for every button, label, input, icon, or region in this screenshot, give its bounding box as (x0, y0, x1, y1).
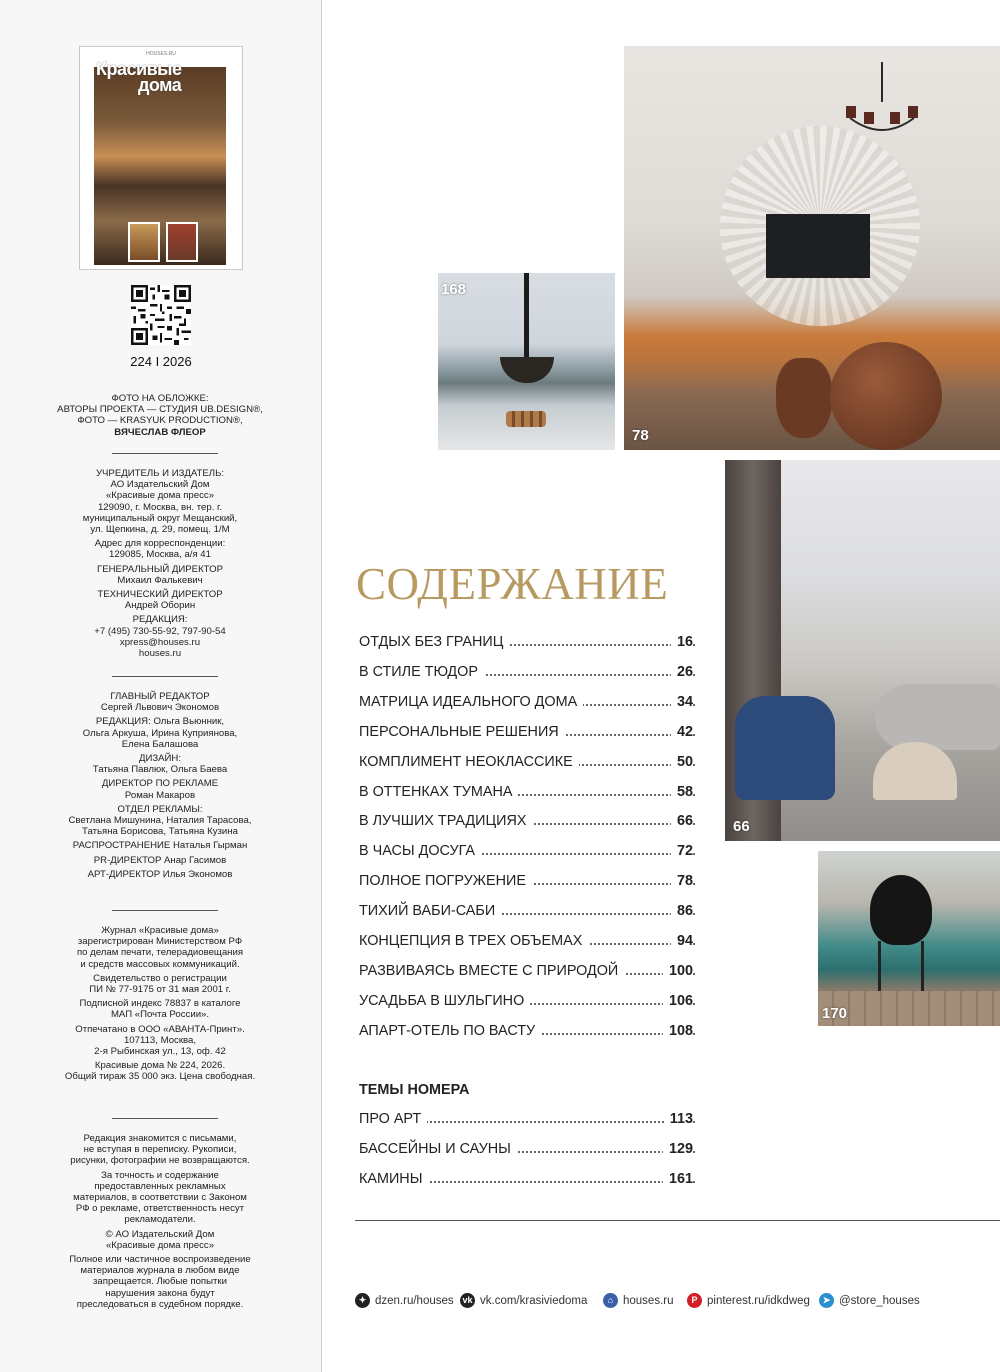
toc-page: 106 (663, 993, 693, 1009)
toc-title: КОМПЛИМЕНТ НЕОКЛАССИКЕ (359, 754, 579, 770)
social-link-label: houses.ru (623, 1294, 674, 1307)
pinterest-icon: P (687, 1293, 702, 1308)
legal-line: нарушения закона будут (105, 1287, 215, 1299)
toc-page: 78 (671, 873, 693, 889)
staff-line: Татьяна Павлюк, Ольга Баева (92, 764, 228, 776)
toc-page: 58 (671, 784, 693, 800)
firewood-image (506, 411, 546, 427)
toc-entry[interactable] (359, 724, 695, 744)
armchair-image (735, 696, 835, 800)
toc-entry[interactable] (359, 1171, 695, 1191)
publisher-info (50, 468, 270, 659)
toc-page: 113 (664, 1111, 693, 1127)
page-number-label: 168 (441, 281, 467, 298)
toc-page: 108 (663, 1023, 693, 1039)
cover-photo (94, 67, 226, 265)
toc-page: 26 (671, 664, 693, 680)
social-links (355, 1293, 1000, 1313)
telegram-icon: ➤ (819, 1293, 834, 1308)
toc-entry[interactable] (359, 903, 695, 923)
toc-page: 16 (671, 634, 693, 650)
photo-grill-170 (818, 851, 1000, 1026)
issue-number: 224 I 2026 (130, 354, 192, 369)
publisher-line: 129090, г. Москва, вн. тер. г. (97, 501, 223, 513)
photo-fireplace-168 (438, 273, 615, 450)
publisher-line: муниципальный округ Мещанский, (82, 512, 238, 524)
magazine-cover (79, 46, 243, 270)
registration-line: зарегистрирован Министерством РФ (77, 936, 243, 948)
legal-line: Редакция знакомится с письмами, (83, 1133, 237, 1144)
toc-page: 72 (671, 843, 693, 859)
page-number-label: 78 (632, 427, 649, 444)
toc-title: ТИХИЙ ВАБИ-САБИ (359, 903, 501, 919)
cover-title-line2: дома (138, 75, 182, 95)
registration-line: МАП «Почта России». (110, 1009, 210, 1021)
vk-icon: vk (460, 1293, 475, 1308)
toc-page: 94 (671, 933, 693, 949)
toc-entry[interactable] (359, 1111, 695, 1131)
social-link[interactable] (819, 1293, 920, 1308)
cover-mini-image (128, 222, 160, 262)
fireplace-pipe (524, 273, 529, 361)
toc-entry[interactable] (359, 694, 695, 714)
publisher-line: ГЕНЕРАЛЬНЫЙ ДИРЕКТОР (97, 563, 223, 575)
toc-title: В ОТТЕНКАХ ТУМАНА (359, 784, 518, 800)
legal-line: Полное или частичное воспроизведение (69, 1254, 251, 1266)
toc-entry[interactable] (359, 634, 695, 654)
cover-mini-image (166, 222, 198, 262)
legal-line: материалов, в соответствии с Законом (73, 1192, 247, 1204)
page-title: СОДЕРЖАНИЕ (356, 559, 669, 609)
publisher-line: 129085, Москва, а/я 41 (109, 549, 211, 561)
toc-page: 129 (663, 1141, 693, 1157)
registration-line: и средств массовых коммуникаций. (80, 958, 240, 970)
toc-title: В ЧАСЫ ДОСУГА (359, 843, 481, 859)
legal-line: преследоваться в судебном порядке. (76, 1298, 244, 1310)
publisher-line: Михаил Фалькевич (117, 574, 203, 586)
toc-title: В СТИЛЕ ТЮДОР (359, 664, 484, 680)
toc-entry[interactable] (359, 933, 695, 953)
toc-title: БАССЕЙНЫ И САУНЫ (359, 1141, 517, 1157)
staff-line: РАСПРОСТРАНЕНИЕ Наталья Гырман (72, 840, 248, 852)
toc-title: КОНЦЕПЦИЯ В ТРЕХ ОБЪЕМАХ (359, 933, 588, 949)
toc-entry[interactable] (359, 843, 695, 863)
staff-line: ДИРЕКТОР ПО РЕКЛАМЕ (101, 778, 219, 790)
divider (112, 676, 218, 677)
staff-line: Сергей Львович Экономов (100, 702, 220, 714)
publisher-line: «Красивые дома пресс» (105, 490, 215, 502)
toc-title: ОТДЫХ БЕЗ ГРАНИЦ (359, 634, 509, 650)
publisher-line: АО Издательский Дом (110, 479, 210, 491)
legal-line: © АО Издательский Дом (105, 1228, 215, 1240)
toc-page: 86 (671, 903, 693, 919)
registration-line: Общий тираж 35 000 экз. Цена свободная. (64, 1071, 256, 1083)
staff-line: Ольга Аркуша, Ирина Куприянова, (82, 727, 238, 739)
sofa-image (875, 684, 1000, 750)
masthead-sidebar (0, 0, 322, 1372)
toc-title: ПОЛНОЕ ПОГРУЖЕНИЕ (359, 873, 532, 889)
social-link[interactable] (355, 1293, 454, 1308)
publisher-line: УЧРЕДИТЕЛЬ И ИЗДАТЕЛЬ: (95, 468, 225, 479)
vase-image (830, 342, 942, 450)
staff-line: ОТДЕЛ РЕКЛАМЫ: (117, 803, 203, 815)
legal-line: предоставленных рекламных (94, 1180, 226, 1192)
photo-interior-66 (725, 460, 1000, 841)
toc-entry[interactable] (359, 1141, 695, 1161)
toc-entry[interactable] (359, 664, 695, 684)
staff-line: Елена Балашова (121, 738, 199, 750)
toc-title: МАТРИЦА ИДЕАЛЬНОГО ДОМА (359, 694, 583, 710)
cover-top-text: HOUSES.RU (146, 51, 176, 57)
social-link-label: @store_houses (839, 1294, 920, 1307)
toc-page: 100 (663, 963, 693, 979)
photo-living-room-78 (624, 46, 1000, 450)
page-number-label: 66 (733, 818, 750, 835)
legal-line: не вступая в переписку. Рукописи, (83, 1144, 237, 1156)
toc-page: 50 (671, 754, 693, 770)
legal-line: запрещается. Любые попытки (93, 1276, 227, 1288)
legal-line: рисунки, фотографии не возвращаются. (70, 1155, 250, 1167)
toc-page: 42 (671, 724, 693, 740)
social-link-label: pinterest.ru/idkdweg (707, 1294, 810, 1307)
legal-line: рекламодатели. (124, 1214, 196, 1226)
legal-line: РФ о рекламе, ответственность несут (75, 1203, 245, 1215)
staff-line: Светлана Мишунина, Наталия Тарасова, (68, 815, 252, 827)
registration-line: Отпечатано в ООО «АВАНТА-Принт». (75, 1023, 245, 1035)
registration-line: 2-я Рыбинская ул., 13, оф. 42 (94, 1046, 226, 1058)
publisher-line: ул. Щепкина, д. 29, помещ. 1/М (90, 524, 230, 536)
table-image (873, 742, 957, 800)
staff-line: ГЛАВНЫЙ РЕДАКТОР (110, 691, 210, 702)
divider (112, 453, 218, 454)
toc-page: 161 (663, 1171, 693, 1187)
publisher-line: ТЕХНИЧЕСКИЙ ДИРЕКТОР (97, 589, 223, 601)
staff-line: Татьяна Борисова, Татьяна Кузина (82, 826, 238, 838)
social-link[interactable] (603, 1293, 674, 1308)
credits-line: ВЯЧЕСЛАВ ФЛЕОР (114, 426, 206, 438)
page-number-label: 170 (822, 1005, 848, 1022)
social-link-label: dzen.ru/houses (375, 1294, 454, 1307)
toc-title: УСАДЬБА В ШУЛЬГИНО (359, 993, 530, 1009)
registration-line: Красивые дома № 224, 2026. (94, 1060, 226, 1072)
staff-line: ДИЗАЙН: (138, 753, 182, 765)
credits-line: АВТОРЫ ПРОЕКТА — СТУДИЯ UB.DESIGN®, (57, 404, 263, 416)
tv-image (766, 214, 870, 278)
fireplace-bowl (500, 357, 554, 383)
registration-line: Подписной индекс 78837 в каталоге (79, 998, 241, 1010)
chandelier-icon (842, 62, 922, 152)
publisher-line: houses.ru (138, 648, 182, 660)
credits-line: ФОТО НА ОБЛОЖКЕ: (111, 393, 209, 404)
toc-title: АПАРТ-ОТЕЛЬ ПО ВАСТУ (359, 1023, 541, 1039)
grill-image (870, 875, 932, 945)
staff-line: АРТ-ДИРЕКТОР Илья Экономов (87, 868, 233, 880)
divider (112, 1118, 218, 1119)
staff-info (50, 691, 270, 880)
themes-heading: ТЕМЫ НОМЕРА (359, 1082, 470, 1098)
legal-line: «Красивые дома пресс» (105, 1239, 215, 1251)
staff-line: Роман Макаров (124, 789, 196, 801)
toc-title: ПЕРСОНАЛЬНЫЕ РЕШЕНИЯ (359, 724, 565, 740)
credits-line: ФОТО — KRASYUK PRODUCTION®, (77, 415, 243, 427)
toc-entry[interactable] (359, 873, 695, 893)
dzen-icon: ✦ (355, 1293, 370, 1308)
vase-image (776, 358, 832, 438)
registration-info (50, 925, 270, 1083)
cover-credits (50, 393, 270, 438)
toc-page: 66 (671, 813, 693, 829)
registration-line: 107113, Москва, (123, 1034, 197, 1046)
publisher-line: +7 (495) 730-55-92, 797-90-54 (94, 625, 226, 637)
legal-info (50, 1133, 270, 1310)
legal-line: материалов журнала в любом виде (80, 1265, 240, 1277)
staff-line: PR-ДИРЕКТОР Анар Гасимов (93, 854, 227, 866)
publisher-line: xpress@houses.ru (119, 636, 201, 648)
toc-entry[interactable] (359, 1023, 695, 1043)
divider (355, 1220, 1000, 1221)
publisher-line: Адрес для корреспонденции: (94, 538, 226, 550)
publisher-line: Андрей Оборин (124, 600, 196, 612)
registration-line: ПИ № 77-9175 от 31 мая 2001 г. (89, 984, 231, 996)
toc-entry[interactable] (359, 813, 695, 833)
toc-title: РАЗВИВАЯСЬ ВМЕСТЕ С ПРИРОДОЙ (359, 963, 624, 979)
social-link-label: vk.com/krasiviedoma (480, 1294, 588, 1307)
staff-line: РЕДАКЦИЯ: Ольга Вьюнник, (95, 716, 225, 728)
cover-title-line1: Красивые (96, 59, 182, 79)
toc-entry[interactable] (359, 993, 695, 1013)
registration-line: Журнал «Красивые дома» (101, 925, 219, 936)
legal-line: За точность и содержание (101, 1169, 219, 1181)
registration-line: по делам печати, телерадиовещания (76, 947, 244, 959)
cover-title (96, 61, 182, 93)
social-link[interactable] (687, 1293, 810, 1308)
houses-icon: ⌂ (603, 1293, 618, 1308)
social-link[interactable] (460, 1293, 587, 1308)
toc-entry[interactable] (359, 754, 695, 774)
toc-entry[interactable] (359, 784, 695, 804)
toc-page: 34 (671, 694, 693, 710)
qr-code-icon (131, 285, 191, 345)
toc-entry[interactable] (359, 963, 695, 983)
publisher-line: РЕДАКЦИЯ: (132, 614, 188, 626)
toc-title: КАМИНЫ (359, 1171, 428, 1187)
toc-title: В ЛУЧШИХ ТРАДИЦИЯХ (359, 813, 532, 829)
toc-title: ПРО АРТ (359, 1111, 427, 1127)
divider (112, 910, 218, 911)
registration-line: Свидетельство о регистрации (93, 972, 227, 984)
